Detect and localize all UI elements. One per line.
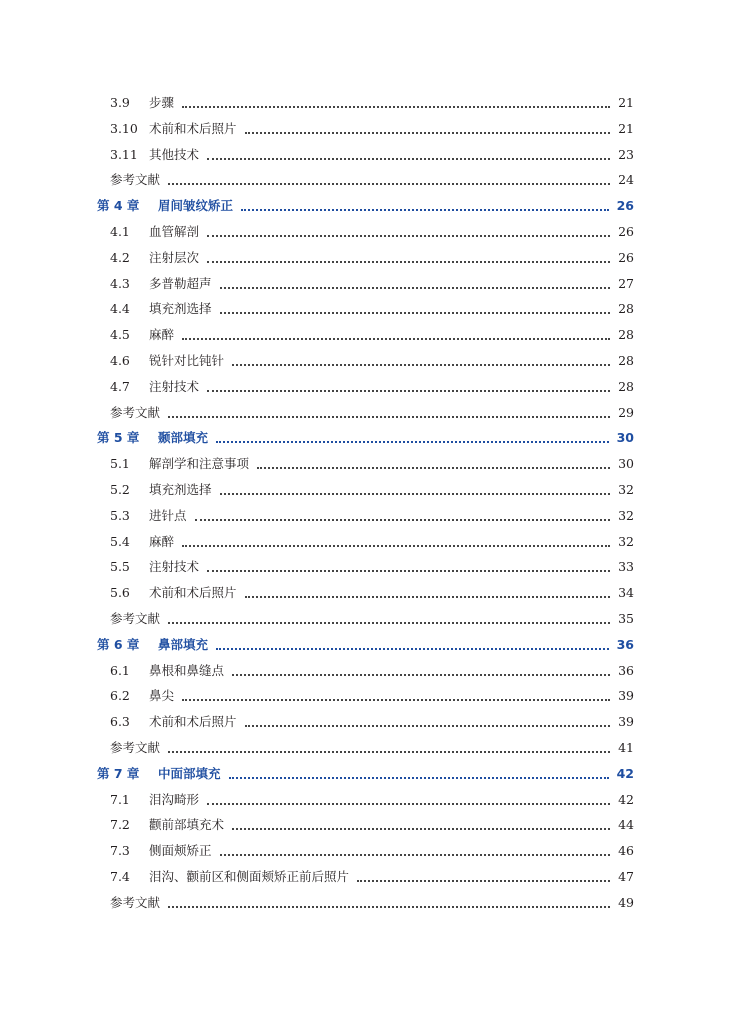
dot-leader bbox=[195, 519, 611, 521]
toc-entry-number: 5.3 bbox=[110, 507, 130, 523]
toc-page-number: 21 bbox=[618, 120, 634, 136]
toc-section-row[interactable] bbox=[0, 683, 730, 709]
toc-entry-title: 注射技术 bbox=[149, 378, 200, 394]
toc-page-number: 28 bbox=[618, 301, 634, 317]
dot-leader bbox=[232, 828, 610, 830]
dot-leader bbox=[168, 751, 610, 753]
toc-entry-title: 填充剂选择 bbox=[149, 301, 212, 317]
toc-entry-title: 术前和术后照片 bbox=[149, 714, 237, 730]
dot-leader bbox=[232, 364, 610, 366]
toc-entry-title: 鼻尖 bbox=[149, 688, 175, 704]
toc-entry-number: 4.2 bbox=[110, 249, 130, 265]
toc-entry-number: 4.5 bbox=[110, 327, 130, 343]
dot-leader bbox=[220, 287, 611, 289]
toc-chapter-row[interactable] bbox=[0, 761, 730, 787]
toc-page-number: 36 bbox=[618, 662, 634, 678]
dot-leader bbox=[232, 674, 610, 676]
toc-section-row[interactable] bbox=[0, 90, 730, 116]
toc-references-row[interactable] bbox=[0, 890, 730, 916]
dot-leader bbox=[207, 235, 610, 237]
toc-entry-title: 血管解剖 bbox=[149, 223, 200, 239]
toc-entry-title: 参考文献 bbox=[110, 404, 161, 420]
toc-entry-number: 3.10 bbox=[110, 120, 138, 136]
toc-entry-title: 侧面颊矫正 bbox=[149, 843, 212, 859]
toc-entry-number: 7.1 bbox=[110, 791, 130, 807]
toc-entry-number: 6.1 bbox=[110, 662, 130, 678]
toc-entry-title: 鼻部填充 bbox=[158, 636, 209, 652]
dot-leader bbox=[357, 880, 610, 882]
toc-page-number: 32 bbox=[618, 481, 634, 497]
dot-leader bbox=[182, 699, 610, 701]
toc-page-number: 35 bbox=[618, 610, 634, 626]
toc-entry-title: 其他技术 bbox=[149, 146, 200, 162]
toc-section-row[interactable] bbox=[0, 296, 730, 322]
toc-section-row[interactable] bbox=[0, 838, 730, 864]
toc-section-row[interactable] bbox=[0, 864, 730, 890]
toc-entry-number: 7.3 bbox=[110, 843, 130, 859]
toc-entry-title: 麻醉 bbox=[149, 327, 175, 343]
toc-page-number: 46 bbox=[618, 843, 634, 859]
toc-entry-title: 进针点 bbox=[149, 507, 187, 523]
toc-references-row[interactable] bbox=[0, 167, 730, 193]
toc-entry-number: 5.2 bbox=[110, 481, 130, 497]
toc-entry-title: 鼻根和鼻缝点 bbox=[149, 662, 225, 678]
toc-entry-title: 麻醉 bbox=[149, 533, 175, 549]
toc-entry-title: 术前和术后照片 bbox=[149, 585, 237, 601]
toc-entry-title: 参考文献 bbox=[110, 894, 161, 910]
dot-leader bbox=[207, 570, 610, 572]
toc-section-row[interactable] bbox=[0, 787, 730, 813]
toc-entry-title: 解剖学和注意事项 bbox=[149, 456, 250, 472]
toc-page-number: 21 bbox=[618, 95, 634, 110]
dot-leader bbox=[207, 158, 610, 160]
toc-page-number: 28 bbox=[618, 378, 634, 394]
toc-section-row[interactable] bbox=[0, 529, 730, 555]
toc-entry-number: 第 7 章 bbox=[97, 765, 140, 781]
dot-leader bbox=[207, 390, 610, 392]
toc-entry-title: 参考文献 bbox=[110, 610, 161, 626]
toc-entry-number: 5.6 bbox=[110, 585, 130, 601]
toc-entry-title: 注射技术 bbox=[149, 559, 200, 575]
toc-section-row[interactable] bbox=[0, 219, 730, 245]
toc-page-number: 47 bbox=[618, 868, 634, 884]
toc-entry-number: 3.11 bbox=[110, 146, 138, 162]
toc-entry-title: 泪沟、颧前区和侧面颊矫正前后照片 bbox=[149, 868, 350, 884]
toc-chapter-row[interactable] bbox=[0, 632, 730, 658]
dot-leader bbox=[168, 622, 610, 624]
dot-leader bbox=[168, 183, 610, 185]
toc-page-number: 41 bbox=[618, 739, 634, 755]
toc-page-number: 30 bbox=[616, 430, 634, 446]
toc-references-row[interactable] bbox=[0, 735, 730, 761]
toc-entry-title: 注射层次 bbox=[149, 249, 200, 265]
toc-entry-number: 第 5 章 bbox=[97, 430, 140, 446]
toc-section-row[interactable] bbox=[0, 271, 730, 297]
toc-entry-title: 参考文献 bbox=[110, 739, 161, 755]
toc-section-row[interactable] bbox=[0, 658, 730, 684]
toc-entry-title: 参考文献 bbox=[110, 172, 161, 188]
toc-entry-title: 颧前部填充术 bbox=[149, 817, 225, 833]
toc-entry-title: 颞部填充 bbox=[158, 430, 209, 446]
toc-entry-number: 7.2 bbox=[110, 817, 130, 833]
toc-page-number: 39 bbox=[618, 714, 634, 730]
toc-entry-number: 4.6 bbox=[110, 352, 130, 368]
toc-page-number: 28 bbox=[618, 352, 634, 368]
dot-leader bbox=[182, 106, 610, 108]
dot-leader bbox=[216, 648, 609, 650]
toc-entry-title: 眉间皱纹矫正 bbox=[158, 198, 234, 214]
toc-page-number: 42 bbox=[618, 791, 634, 807]
toc-references-row[interactable] bbox=[0, 606, 730, 632]
toc-entry-number: 4.4 bbox=[110, 301, 130, 317]
toc-chapter-row[interactable] bbox=[0, 193, 730, 219]
dot-leader bbox=[182, 545, 610, 547]
toc-entry-number: 4.1 bbox=[110, 223, 130, 239]
toc-section-row[interactable] bbox=[0, 245, 730, 271]
toc-section-row[interactable] bbox=[0, 580, 730, 606]
dot-leader bbox=[168, 906, 610, 908]
toc-entry-number: 5.4 bbox=[110, 533, 130, 549]
dot-leader bbox=[220, 854, 611, 856]
toc-page-number: 39 bbox=[618, 688, 634, 704]
toc-entry-number: 第 6 章 bbox=[97, 636, 140, 652]
toc-entry-title: 中面部填充 bbox=[158, 765, 221, 781]
toc-entry-number: 4.3 bbox=[110, 275, 130, 291]
dot-leader bbox=[216, 441, 609, 443]
toc-page-number: 24 bbox=[618, 172, 634, 188]
dot-leader bbox=[220, 493, 611, 495]
toc-page-number: 32 bbox=[618, 507, 634, 523]
toc-section-row[interactable] bbox=[0, 116, 730, 142]
toc-entry-title: 填充剂选择 bbox=[149, 481, 212, 497]
toc-entry-title: 锐针对比钝针 bbox=[149, 352, 225, 368]
toc-section-row[interactable] bbox=[0, 709, 730, 735]
toc-page-number: 42 bbox=[616, 765, 634, 781]
toc-entry-number: 4.7 bbox=[110, 378, 130, 394]
toc-section-row[interactable] bbox=[0, 142, 730, 168]
dot-leader bbox=[182, 338, 610, 340]
toc-entry-title: 多普勒超声 bbox=[149, 275, 212, 291]
toc-section-row[interactable] bbox=[0, 374, 730, 400]
toc-page-number: 49 bbox=[618, 894, 634, 910]
toc-page-number: 28 bbox=[618, 327, 634, 343]
toc-entry-title: 泪沟畸形 bbox=[149, 791, 200, 807]
toc-section-row[interactable] bbox=[0, 503, 730, 529]
toc-entry-title: 术前和术后照片 bbox=[149, 120, 237, 136]
dot-leader bbox=[245, 132, 611, 134]
toc-section-row[interactable] bbox=[0, 812, 730, 838]
table-of-contents bbox=[0, 90, 730, 916]
toc-page-number: 29 bbox=[618, 404, 634, 420]
dot-leader bbox=[241, 209, 609, 211]
toc-page-number: 26 bbox=[618, 223, 634, 239]
dot-leader bbox=[168, 416, 610, 418]
toc-chapter-row[interactable] bbox=[0, 425, 730, 451]
toc-entry-number: 7.4 bbox=[110, 868, 130, 884]
toc-section-row[interactable] bbox=[0, 477, 730, 503]
toc-page-number: 26 bbox=[618, 249, 634, 265]
toc-entry-number: 3.9 bbox=[110, 95, 130, 110]
toc-entry-number: 6.3 bbox=[110, 714, 130, 730]
toc-entry-title: 步骤 bbox=[149, 95, 175, 110]
toc-page-number: 23 bbox=[618, 146, 634, 162]
toc-entry-number: 5.5 bbox=[110, 559, 130, 575]
toc-page-number: 26 bbox=[616, 198, 634, 214]
toc-entry-number: 5.1 bbox=[110, 456, 130, 472]
toc-section-row[interactable] bbox=[0, 554, 730, 580]
toc-section-row[interactable] bbox=[0, 348, 730, 374]
toc-page-number: 27 bbox=[618, 275, 634, 291]
toc-entry-number: 6.2 bbox=[110, 688, 130, 704]
dot-leader bbox=[245, 725, 611, 727]
toc-page-number: 36 bbox=[616, 636, 634, 652]
dot-leader bbox=[229, 777, 609, 779]
toc-page-number: 33 bbox=[618, 559, 634, 575]
dot-leader bbox=[245, 596, 611, 598]
dot-leader bbox=[220, 312, 611, 314]
dot-leader bbox=[257, 467, 610, 469]
toc-page-number: 44 bbox=[618, 817, 634, 833]
toc-section-row[interactable] bbox=[0, 322, 730, 348]
toc-references-row[interactable] bbox=[0, 400, 730, 426]
toc-entry-number: 第 4 章 bbox=[97, 198, 140, 214]
dot-leader bbox=[207, 803, 610, 805]
toc-page-number: 30 bbox=[618, 456, 634, 472]
toc-page-number: 34 bbox=[618, 585, 634, 601]
toc-page-number: 32 bbox=[618, 533, 634, 549]
dot-leader bbox=[207, 261, 610, 263]
toc-section-row[interactable] bbox=[0, 451, 730, 477]
